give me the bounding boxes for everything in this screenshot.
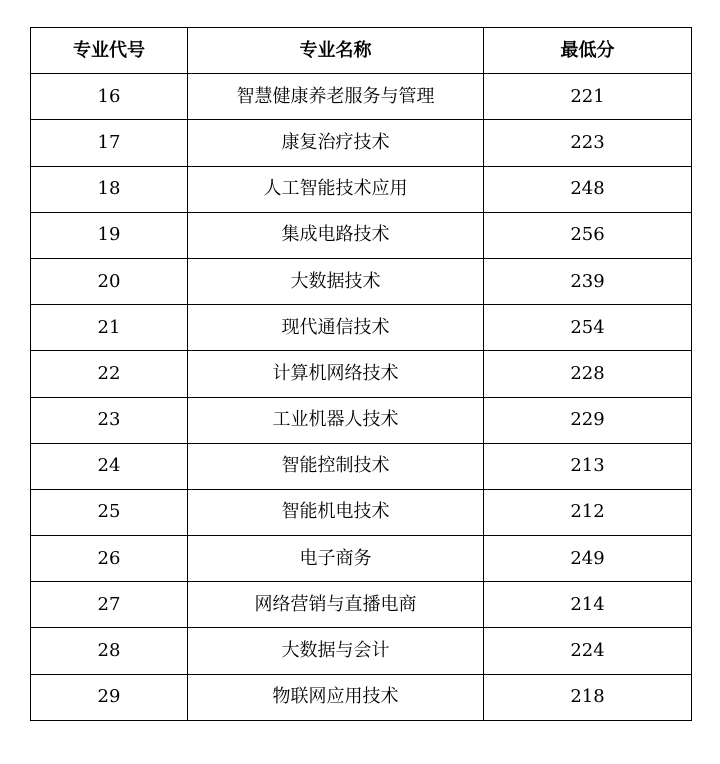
table-row (31, 674, 692, 720)
min-score-cell: 228 (484, 351, 692, 397)
min-score-cell: 229 (484, 397, 692, 443)
table-row (31, 489, 692, 535)
header-major-code: 专业代号 (31, 28, 188, 74)
major-code-cell: 19 (31, 212, 188, 258)
min-score-cell: 239 (484, 258, 692, 304)
table-row (31, 443, 692, 489)
table-row (31, 74, 692, 120)
major-code-cell: 22 (31, 351, 188, 397)
min-score-cell: 254 (484, 305, 692, 351)
min-score-cell: 224 (484, 628, 692, 674)
major-code-cell: 29 (31, 674, 188, 720)
major-code-cell: 26 (31, 536, 188, 582)
table-row (31, 628, 692, 674)
major-code-cell: 18 (31, 166, 188, 212)
major-name-cell: 物联网应用技术 (188, 674, 484, 720)
table-row (31, 305, 692, 351)
header-min-score: 最低分 (484, 28, 692, 74)
major-code-cell: 21 (31, 305, 188, 351)
min-score-cell: 256 (484, 212, 692, 258)
table-row (31, 258, 692, 304)
min-score-cell: 248 (484, 166, 692, 212)
major-code-cell: 28 (31, 628, 188, 674)
major-name-cell: 人工智能技术应用 (188, 166, 484, 212)
table-row (31, 536, 692, 582)
major-name-cell: 集成电路技术 (188, 212, 484, 258)
min-score-cell: 221 (484, 74, 692, 120)
major-code-cell: 23 (31, 397, 188, 443)
major-name-cell: 康复治疗技术 (188, 120, 484, 166)
major-code-cell: 17 (31, 120, 188, 166)
major-code-cell: 20 (31, 258, 188, 304)
major-name-cell: 智慧健康养老服务与管理 (188, 74, 484, 120)
table-row (31, 397, 692, 443)
min-score-cell: 218 (484, 674, 692, 720)
major-name-cell: 大数据与会计 (188, 628, 484, 674)
table-row (31, 166, 692, 212)
major-name-cell: 现代通信技术 (188, 305, 484, 351)
table-row (31, 120, 692, 166)
table-row (31, 351, 692, 397)
major-name-cell: 网络营销与直播电商 (188, 582, 484, 628)
major-name-cell: 工业机器人技术 (188, 397, 484, 443)
major-name-cell: 大数据技术 (188, 258, 484, 304)
major-code-cell: 16 (31, 74, 188, 120)
table-row (31, 582, 692, 628)
table-body (31, 74, 692, 721)
min-score-cell: 214 (484, 582, 692, 628)
min-score-cell: 212 (484, 489, 692, 535)
table-header (31, 28, 692, 74)
major-name-cell: 智能机电技术 (188, 489, 484, 535)
major-code-cell: 27 (31, 582, 188, 628)
score-table (30, 27, 692, 721)
min-score-cell: 223 (484, 120, 692, 166)
header-major-name: 专业名称 (188, 28, 484, 74)
table-row (31, 212, 692, 258)
major-code-cell: 24 (31, 443, 188, 489)
min-score-cell: 213 (484, 443, 692, 489)
header-row (31, 28, 692, 74)
major-name-cell: 计算机网络技术 (188, 351, 484, 397)
major-name-cell: 智能控制技术 (188, 443, 484, 489)
major-code-cell: 25 (31, 489, 188, 535)
min-score-cell: 249 (484, 536, 692, 582)
major-name-cell: 电子商务 (188, 536, 484, 582)
